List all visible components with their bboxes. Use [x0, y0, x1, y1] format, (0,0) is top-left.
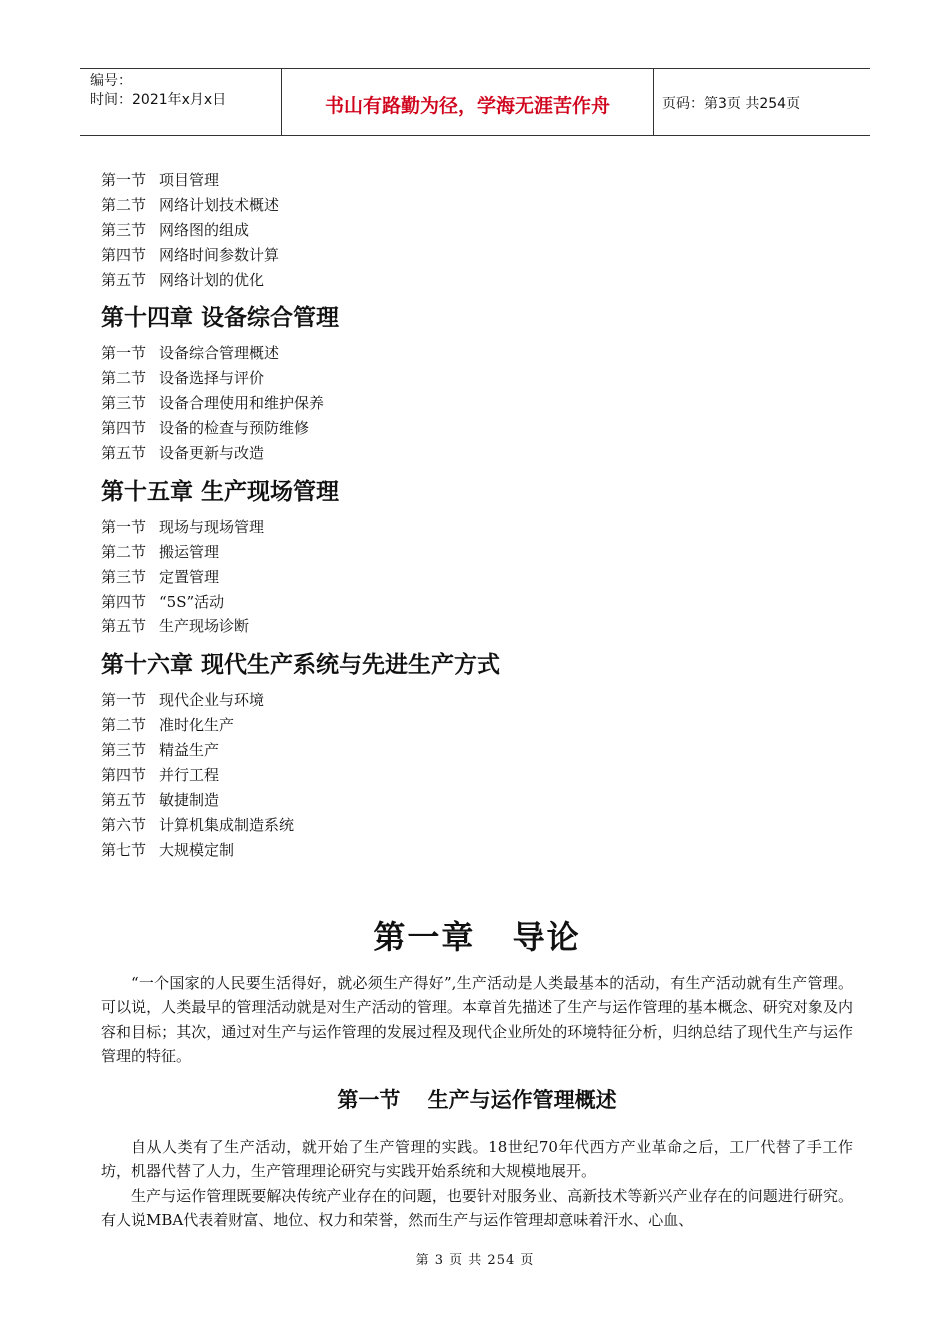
toc-item-title: 设备的检查与预防维修	[159, 419, 310, 438]
toc-item-number: 第四节	[101, 419, 147, 438]
toc-item-title: 现代企业与环境	[159, 691, 265, 710]
chapter1-intro: “一个国家的人民要生活得好，就必须生产得好”,生产活动是人类最基本的活动，有生产活动就有生产管理。可以说，人类最早的管理活动就是对生产活动的管理。本章首先描述了生产与运作管理的基本概念、研究对象及内容和目标；其次，通过对生产与运作管理的发展过程及现代企业所处的环境特征分析，归纳总结了现代生产与运作管理的特征。	[101, 973, 853, 1066]
toc-item	[101, 838, 853, 863]
toc-item-title: 敏捷制造	[159, 790, 220, 809]
header-page-info: 页码：第3页 共254页	[662, 96, 801, 112]
toc-item-number: 第二节	[101, 369, 147, 388]
header-meta	[80, 69, 282, 135]
toc-item	[101, 738, 853, 763]
toc-item-title: “5S”活动	[159, 592, 225, 611]
header-motto: 书山有路勤为径，学海无涯苦作舟	[282, 69, 654, 135]
toc-item-number: 第一节	[101, 691, 147, 710]
toc-chapter16-sections	[101, 688, 853, 862]
time-label: 时间：2021年x月x日	[90, 92, 227, 108]
page-footer: 第 3 页 共 254 页	[415, 1253, 535, 1268]
toc-item	[101, 416, 853, 441]
toc-item-number: 第四节	[101, 766, 147, 785]
toc-chapter14-title: 第十四章 设备综合管理	[101, 305, 340, 332]
section1-title: 第一节 生产与运作管理概述	[337, 1087, 617, 1112]
toc-item-title: 准时化生产	[159, 716, 235, 735]
toc-item-number: 第五节	[101, 270, 147, 289]
toc-item	[101, 341, 853, 366]
section1-para1: 自从人类有了生产活动，就开始了生产管理的实践。18世纪70年代西方产业革命之后，工厂代替了手工作坊，机器代替了人力，生产管理理论研究与实践开始系统和大规模地展开。	[101, 1137, 853, 1181]
document-body	[101, 168, 853, 1233]
toc-item-title: 并行工程	[159, 766, 220, 785]
toc-item	[101, 391, 853, 416]
toc-item-number: 第五节	[101, 617, 147, 636]
toc-item-title: 设备合理使用和维护保养	[159, 394, 325, 413]
toc-item-title: 设备综合管理概述	[159, 344, 280, 363]
toc-item-title: 生产现场诊断	[159, 617, 250, 636]
toc-chapter16-title: 第十六章 现代生产系统与先进生产方式	[101, 652, 501, 679]
toc-item-number: 第二节	[101, 195, 147, 214]
toc-item	[101, 268, 853, 293]
toc-item-title: 现场与现场管理	[159, 517, 265, 536]
toc-item-number: 第六节	[101, 815, 147, 834]
toc-item	[101, 366, 853, 391]
page-header	[80, 68, 870, 136]
toc-item-title: 网络计划技术概述	[159, 195, 280, 214]
toc-item-number: 第三节	[101, 741, 147, 760]
toc-item-number: 第四节	[101, 245, 147, 264]
toc-item	[101, 218, 853, 243]
toc-item-title: 设备选择与评价	[159, 369, 265, 388]
toc-item-title: 设备更新与改造	[159, 444, 265, 463]
toc-item	[101, 540, 853, 565]
toc-item-title: 网络时间参数计算	[159, 245, 280, 264]
toc-item-title: 大规模定制	[159, 840, 235, 859]
toc-item-number: 第一节	[101, 344, 147, 363]
toc-item	[101, 515, 853, 540]
toc-item-title: 项目管理	[159, 171, 220, 189]
toc-item	[101, 243, 853, 268]
toc-item-number: 第五节	[101, 444, 147, 463]
toc-item	[101, 614, 853, 639]
toc-item-title: 精益生产	[159, 741, 220, 760]
chapter1-title: 第一章 导论	[373, 917, 581, 956]
toc-item	[101, 590, 853, 615]
toc-item-title: 计算机集成制造系统	[159, 815, 295, 834]
toc-item	[101, 441, 853, 466]
toc-chapter13-sections	[101, 168, 853, 292]
toc-chapter15-sections	[101, 515, 853, 639]
toc-item	[101, 813, 853, 838]
toc-item-number: 第一节	[101, 171, 147, 189]
toc-item	[101, 788, 853, 813]
section1-para2: 生产与运作管理既要解决传统产业存在的问题，也要针对服务业、高新技术等新兴产业存在的问题进行研究。有人说MBA代表着财富、地位、权力和荣誉，然而生产与运作管理却意味着汗水、心血、	[101, 1186, 853, 1230]
toc-item-title: 网络计划的优化	[159, 270, 265, 289]
toc-item-number: 第一节	[101, 517, 147, 536]
code-label: 编号：	[90, 73, 132, 89]
toc-item-title: 网络图的组成	[159, 220, 250, 239]
toc-item-number: 第三节	[101, 567, 147, 586]
toc-item	[101, 713, 853, 738]
toc-item	[101, 565, 853, 590]
toc-item-number: 第二节	[101, 542, 147, 561]
toc-item-number: 第七节	[101, 840, 147, 859]
toc-item-number: 第三节	[101, 394, 147, 413]
toc-item-title: 定置管理	[159, 567, 220, 586]
toc-item	[101, 168, 853, 193]
toc-item	[101, 688, 853, 713]
toc-item	[101, 763, 853, 788]
toc-chapter14-sections	[101, 341, 853, 465]
toc-item-number: 第四节	[101, 592, 147, 611]
toc-chapter15-title: 第十五章 生产现场管理	[101, 478, 340, 505]
toc-item	[101, 193, 853, 218]
toc-item-number: 第三节	[101, 220, 147, 239]
toc-item-title: 搬运管理	[159, 542, 220, 561]
toc-item-number: 第五节	[101, 790, 147, 809]
toc-item-number: 第二节	[101, 716, 147, 735]
